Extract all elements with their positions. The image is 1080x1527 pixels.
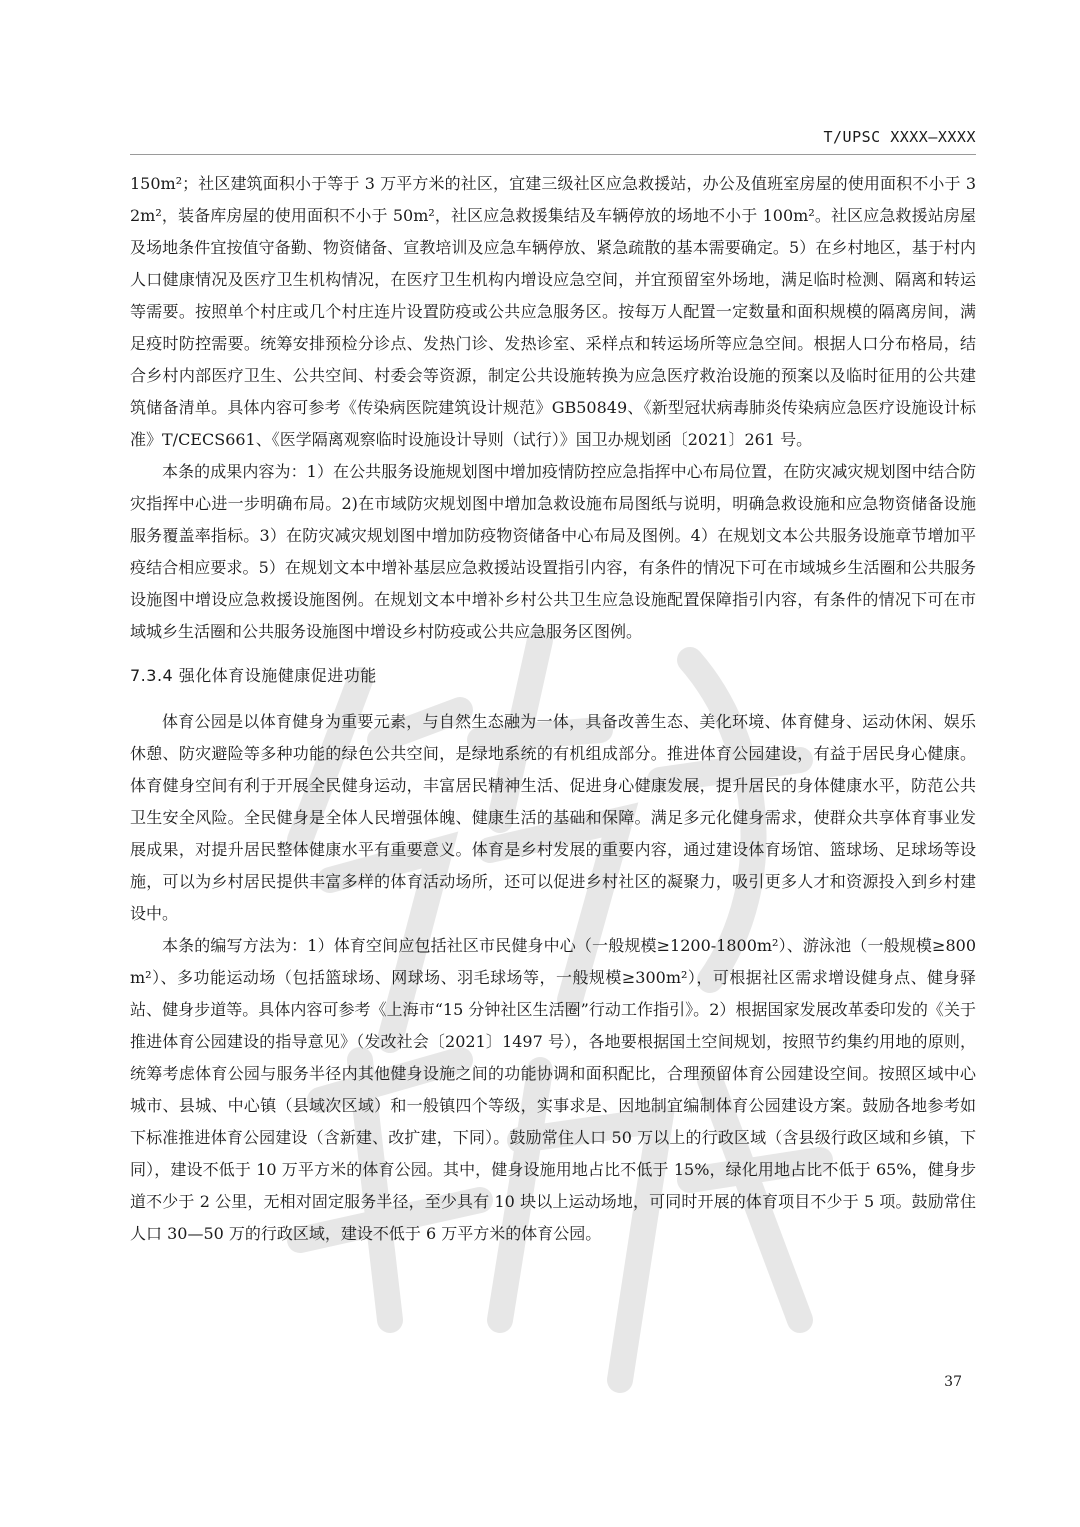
- paragraph-deliverables: 本条的成果内容为：1）在公共服务设施规划图中增加疫情防控应急指挥中心布局位置，在防灾减灾规划图中结合防灾指挥中心进一步明确布局。2)在市域防灾规划图中增加急救设施布局图纸与说明，明确急救设施和应急物资储备设施服务覆盖率指标。3）在防灾减灾规划图中增加防疫物资储备中心布局及图例。4）在规划文本公共服务设施章节增加平疫结合相应要求。5）在规划文本中增补基层应急救援站设置指引内容，有条件的情况下可在市域城乡生活圈和公共服务设施图中增设应急救援设施图例。在规划文本中增补乡村公共卫生应急设施配置保障指引内容，有条件的情况下可在市域城乡生活圈和公共服务设施图中增设乡村防疫或公共应急服务区图例。: [130, 462, 976, 641]
- document-body: [130, 168, 976, 1250]
- section-heading: 7.3.4 强化体育设施健康促进功能: [130, 666, 377, 685]
- paragraph-writing-method: 本条的编写方法为：1）体育空间应包括社区市民健身中心（一般规模≥1200-1800m²）、游泳池（一般规模≥800m²）、多功能运动场（包括篮球场、网球场、羽毛球场等，一般规模≥300m²），可根据社区需求增设健身点、健身驿站、健身步道等。具体内容可参考《上海市“15 分钟社区生活圈”行动工作指引》。2）根据国家发展改革委印发的《关于推进体育公园建设的指导意见》（发改社会〔2021〕1497 号），各地要根据国土空间规划，按照节约集约用地的原则，统筹考虑体育公园与服务半径内其他健身设施之间的功能协调和面积配比，合理预留体育公园建设空间。按照区域中心城市、县城、中心镇（县域次区域）和一般镇四个等级，实事求是、因地制宜编制体育公园建设方案。鼓励各地参考如下标准推进体育公园建设（含新建、改扩建，下同）。鼓励常住人口 50 万以上的行政区域（含县级行政区域和乡镇，下同），建设不低于 10 万平方米的体育公园。其中，健身设施用地占比不低于 15%，绿化用地占比不低于 65%，健身步道不少于 2 公里，无相对固定服务半径，至少具有 10 块以上运动场地，可同时开展的体育项目不少于 5 项。鼓励常住人口 30—50 万的行政区域，建设不低于 6 万平方米的体育公园。: [130, 936, 976, 1243]
- paragraph-emergency-stations: 150m²；社区建筑面积小于等于 3 万平方米的社区，宜建三级社区应急救援站，办公及值班室房屋的使用面积不小于 32m²，装备库房屋的使用面积不小于 50m²，社区应急救援集结及车辆停放的场地不小于 100m²。社区应急救援站房屋及场地条件宜按值守备勤、物资储备、宣教培训及应急车辆停放、紧急疏散的基本需要确定。5）在乡村地区，基于村内人口健康情况及医疗卫生机构情况，在医疗卫生机构内增设应急空间，并宜预留室外场地，满足临时检测、隔离和转运等需要。按照单个村庄或几个村庄连片设置防疫或公共应急服务区。按每万人配置一定数量和面积规模的隔离房间，满足疫时防控需要。统筹安排预检分诊点、发热门诊、发热诊室、采样点和转运场所等应急空间。根据人口分布格局，结合乡村内部医疗卫生、公共空间、村委会等资源，制定公共设施转换为应急医疗救治设施的预案以及临时征用的公共建筑储备清单。具体内容可参考《传染病医院建筑设计规范》GB50849、《新型冠状病毒肺炎传染病应急医疗设施设计标准》T/CECS661、《医学隔离观察临时设施设计导则（试行）》国卫办规划函〔2021〕261 号。: [130, 174, 976, 449]
- header-divider: [130, 154, 976, 155]
- document-code-header: T/UPSC XXXX—XXXX: [823, 128, 976, 146]
- page-number: 37: [944, 1374, 962, 1390]
- paragraph-sports-parks: 体育公园是以体育健身为重要元素，与自然生态融为一体，具备改善生态、美化环境、体育健身、运动休闲、娱乐休憩、防灾避险等多种功能的绿色公共空间，是绿地系统的有机组成部分。推进体育公园建设，有益于居民身心健康。体育健身空间有利于开展全民健身运动，丰富居民精神生活、促进身心健康发展，提升居民的身体健康水平，防范公共卫生安全风险。全民健身是全体人民增强体魄、健康生活的基础和保障。满足多元化健身需求，使群众共享体育事业发展成果，对提升居民整体健康水平有重要意义。体育是乡村发展的重要内容，通过建设体育场馆、篮球场、足球场等设施，可以为乡村居民提供丰富多样的体育活动场所，还可以促进乡村社区的凝聚力，吸引更多人才和资源投入到乡村建设中。: [130, 712, 976, 923]
